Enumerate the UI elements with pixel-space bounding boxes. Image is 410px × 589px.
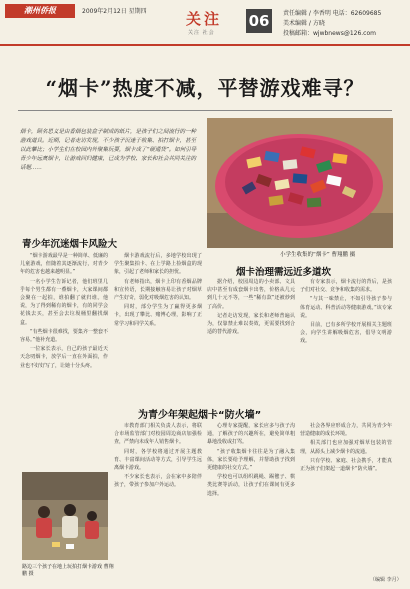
main-headline: “烟卡”热度不减，平替游戏难寻？ bbox=[45, 76, 365, 100]
paragraph: 只有学校、家庭、社会携手，才能真正为孩子们架起一道烟卡“防火墙”。 bbox=[300, 457, 392, 473]
paragraph: 一位家长表示，自己的孩子最近天天念叨烟卡，放学后一直在外面拍，作业也不好好写了，让她十分头疼。 bbox=[20, 346, 108, 369]
paragraph: “与其一味禁止，不如引导孩子参与体育运动、科普活动等健康游戏。”该专家说。 bbox=[300, 296, 392, 319]
paragraph: 同时，各学校将通过开展主题教育、丰富课间活动等方式，引导学生远离烟卡游戏。 bbox=[114, 448, 202, 472]
editor-signoff: （编辑 李月） bbox=[370, 577, 402, 583]
paragraph: “有些烟卡很难找，要集齐一整套不容易。”他补充道。 bbox=[20, 328, 108, 344]
section-heading-governance: 烟卡治理需远近多道坎 bbox=[236, 267, 332, 278]
article-column-3 bbox=[207, 278, 295, 402]
divider bbox=[18, 110, 392, 111]
paragraph: 目前，已有多所学校开展相关主题班会，向学生讲解吸烟危害，倡导文明游戏。 bbox=[300, 322, 392, 345]
section-subtitle: 关注 社会 bbox=[188, 30, 215, 36]
paragraph: 有老师指出，烟卡上印有香烟品牌和宣传语，长期接触容易让孩子对烟草产生好奇，弱化对吸烟危害的认知。 bbox=[114, 278, 202, 302]
paragraph: 不少家长也表示，会在家中多陪伴孩子，带孩子参加户外运动。 bbox=[114, 474, 202, 489]
page-number: 06 bbox=[246, 9, 272, 33]
article-column-1 bbox=[20, 252, 108, 462]
email-line: 投稿邮箱：wjwbnews@126.com bbox=[283, 30, 376, 37]
page-header bbox=[0, 0, 410, 46]
paragraph: 有专家表示，烟卡流行的背后，是孩子们对社交、竞争和收集的需求。 bbox=[300, 279, 392, 294]
issue-date: 2009年2月12日 星期四 bbox=[82, 8, 147, 15]
article-column-7 bbox=[300, 422, 392, 582]
children-playing-photo bbox=[22, 472, 108, 560]
section-heading-firewall: 为青少年架起烟卡“防火墙” bbox=[138, 410, 262, 421]
designer-line: 美术编辑 / 方晓 bbox=[283, 20, 325, 27]
paragraph: 一名小学生告诉记者，他们班里几乎每个男生都有一叠烟卡，大家课间都会聚在一起拍，谁拍翻了就归谁。他说，为了得到稀有的烟卡，有的同学会花钱去买，甚至会去垃圾桶里翻找烟盒。 bbox=[20, 278, 108, 326]
photo-caption: 小学生收集的“烟卡” 曹翔鹏 摄 bbox=[280, 252, 356, 258]
article-column-2 bbox=[114, 252, 202, 402]
paragraph: 记者走访发现，家长和老师普遍认为，仅靠禁止难以奏效，更需要找到合适的替代游戏。 bbox=[207, 312, 295, 336]
section-title: 关注 bbox=[186, 10, 223, 28]
paragraph: 学校也可以组织跳绳、踢毽子、棋类比赛等活动，让孩子们在课间有更多选择。 bbox=[207, 474, 295, 497]
photo2-caption: 路边三个孩子在地上玩拍打烟卡游戏 曹翔鹏 摄 bbox=[22, 564, 114, 577]
paragraph: 烟卡游戏流行后，多地学校出现了学生聚集拍卡、在上学路上捡烟盒的现象，引起了老师和家长的担忧。 bbox=[114, 253, 202, 276]
section-heading-risk: 青少年沉迷烟卡风险大 bbox=[22, 239, 118, 250]
paragraph: 市教育部门相关负责人表示，将联合市场监管部门对校园周边商店加强检查，严禁向未成年人销售烟卡。 bbox=[114, 423, 202, 446]
editor-info bbox=[283, 9, 381, 39]
intro-paragraph: 烟卡，顾名思义是由香烟包装盒子制成的纸片，是孩子们之间流行的一种游戏道具。近期，记者走访发现，不少孩子沉迷于收集、拍打烟卡，甚至以此攀比；小学生们在校园内外聚集玩耍，烟卡成了“硬通货”。如何引导青少年远离烟卡，让游戏回归健康，已成为学校、家长和社会共同关注的话题…… bbox=[20, 129, 197, 171]
editor-line: 责任编辑 / 李香明 电话：62609685 bbox=[283, 10, 382, 17]
paragraph: 据介绍，校园周边的小卖部、文具店中甚至有成套烟卡出售，价格从几元到几十元不等，一些“稀有款”还被炒到了高价。 bbox=[207, 279, 295, 310]
paragraph: 社会各界应形成合力，共同为青少年营造健康的成长环境。 bbox=[300, 423, 392, 438]
photo-illustration bbox=[22, 472, 108, 560]
article-column-4 bbox=[300, 278, 392, 402]
article-column-5 bbox=[114, 422, 202, 582]
paragraph: 相关部门也应加强对烟草包装的管理，从源头上减少烟卡的流通。 bbox=[300, 440, 392, 455]
paragraph: “烟卡游戏最早是一种简单、低廉的儿童游戏，但随着其逐渐流行，对青少年的危害也越来越明显。” bbox=[20, 253, 108, 276]
cigarette-cards-photo bbox=[207, 118, 393, 248]
newspaper-logo: 潮州侨报 bbox=[5, 4, 75, 18]
paragraph: “孩子收集烟卡往往是为了融入集体，家长要给予理解，并帮助孩子找到更健康的社交方式。” bbox=[207, 448, 295, 472]
photo-illustration bbox=[207, 118, 393, 248]
article-column-6 bbox=[207, 422, 295, 582]
paragraph: 同时，部分学生为了赢得更多烟卡，出现了攀比、赌博心理，影响了正常学习和同学关系。 bbox=[114, 304, 202, 327]
paragraph: 心理专家提醒，家长应多与孩子沟通，了解孩子的兴趣所在，避免简单粗暴地没收或打骂。 bbox=[207, 423, 295, 446]
